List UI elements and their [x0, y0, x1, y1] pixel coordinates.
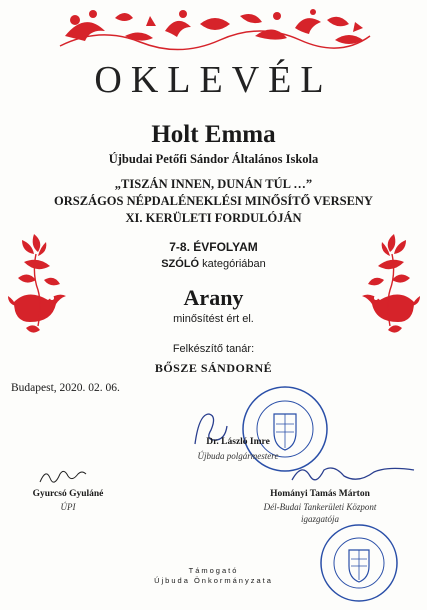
upi-signatory-role: ÚPI [60, 502, 76, 512]
competition-line-2: ORSZÁGOS NÉPDALÉNEKLÉSI MINŐSÍTŐ VERSENY [54, 194, 373, 208]
category-line [0, 258, 427, 270]
director-role-1: Dél-Budai Tankerületi Központ [263, 502, 377, 512]
folk-ornament-top [55, 6, 375, 54]
award-text: minősítést ért el. [173, 313, 254, 325]
category-suffix: kategóriában [199, 258, 266, 270]
mayor-role: Újbuda polgármestere [197, 451, 279, 461]
teacher-label: Felkészítő tanár: [172, 343, 255, 355]
school-name: Újbudai Petőfi Sándor Általános Iskola [108, 152, 319, 166]
signature [38, 464, 88, 488]
supporter-name: Újbuda Önkormányzata [154, 576, 273, 585]
mayor-name: Dr. László Imre [206, 437, 270, 447]
director-name: Hományi Tamás Márton [270, 489, 370, 499]
upi-signatory-name: Gyurcsó Gyuláné [32, 489, 104, 499]
competition-line-3: XI. KERÜLETI FORDULÓJÁN [125, 211, 302, 225]
director-role-2: igazgatója [300, 514, 339, 524]
category-type: SZÓLÓ [161, 258, 200, 270]
award-level: Arany [183, 285, 244, 310]
signature [288, 458, 418, 488]
official-seal [318, 522, 400, 604]
competition-line-1: „TISZÁN INNEN, DUNÁN TÚL …” [114, 177, 313, 191]
support-label: Támogató [188, 566, 239, 575]
issue-date: Budapest, 2020. 02. 06. [11, 382, 120, 394]
teacher-name: BŐSZE SÁNDORNÉ [154, 361, 273, 375]
category-level: 7-8. ÉVFOLYAM [169, 240, 258, 254]
document-title: OKLEVÉL [94, 59, 333, 101]
recipient-name: Holt Emma [151, 121, 276, 148]
